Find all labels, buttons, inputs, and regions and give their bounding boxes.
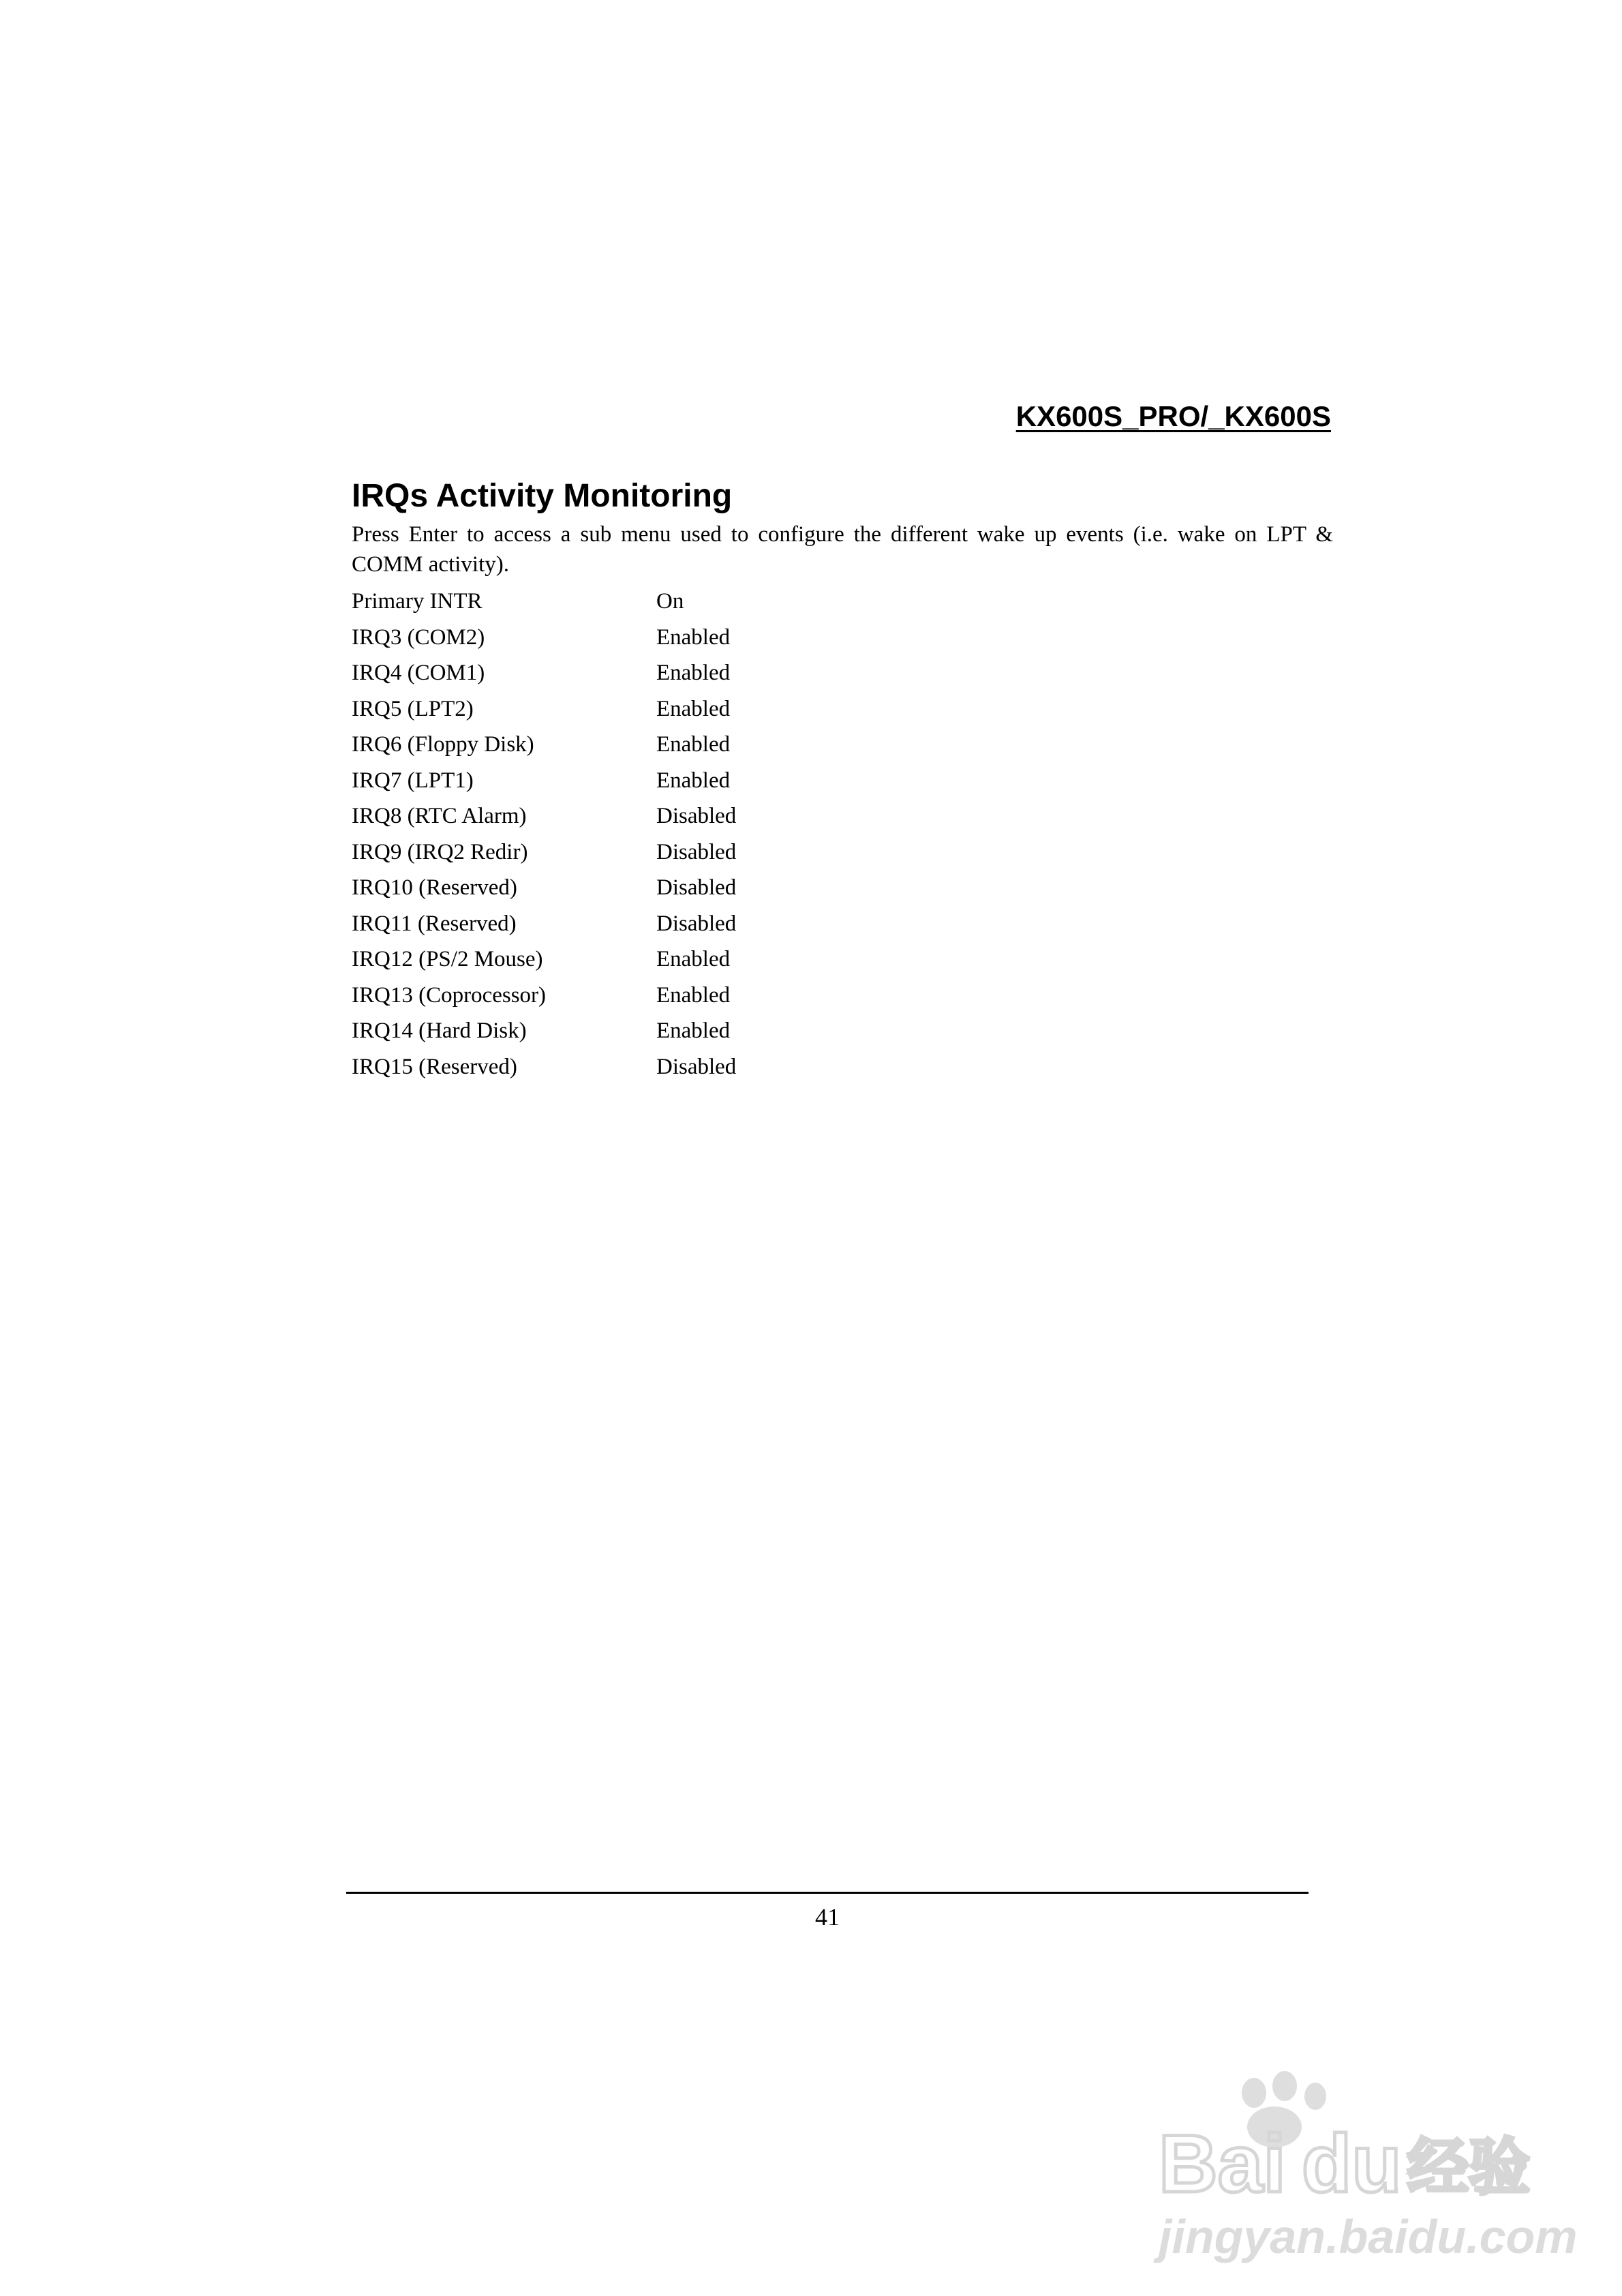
section-title: IRQs Activity Monitoring xyxy=(352,478,733,514)
setting-value: Enabled xyxy=(656,696,731,721)
setting-name: IRQ8 (RTC Alarm) xyxy=(352,804,527,828)
setting-row xyxy=(352,655,1333,691)
setting-row xyxy=(352,1013,1333,1049)
setting-name: IRQ14 (Hard Disk) xyxy=(352,1018,527,1043)
page-number: 41 xyxy=(815,1903,840,1931)
setting-value: Enabled xyxy=(656,768,731,793)
setting-name: IRQ11 (Reserved) xyxy=(352,911,517,936)
setting-value: Disabled xyxy=(656,839,737,864)
setting-name: IRQ4 (COM1) xyxy=(352,661,485,685)
setting-row xyxy=(352,978,1333,1014)
setting-name: IRQ10 (Reserved) xyxy=(352,875,517,900)
setting-value: Disabled xyxy=(656,1054,737,1079)
footer-rule xyxy=(346,1892,1309,1894)
setting-name: IRQ6 (Floppy Disk) xyxy=(352,732,534,757)
page-content xyxy=(352,477,1333,1085)
setting-value: Disabled xyxy=(656,875,737,900)
setting-value: Enabled xyxy=(656,947,731,971)
setting-value: Disabled xyxy=(656,911,737,936)
setting-value: Enabled xyxy=(656,661,731,685)
intro-paragraph: Press Enter to access a sub menu used to configure the different wake up events (i.e. wake on LPT & COMM activity). xyxy=(352,522,1333,577)
setting-row xyxy=(352,906,1333,942)
setting-value: Enabled xyxy=(656,732,731,757)
setting-value: On xyxy=(656,589,684,614)
setting-name: IRQ13 (Coprocessor) xyxy=(352,982,547,1008)
setting-value: Enabled xyxy=(656,982,731,1008)
setting-row xyxy=(352,870,1333,906)
setting-value: Disabled xyxy=(656,804,737,828)
setting-name: IRQ15 (Reserved) xyxy=(352,1054,517,1079)
setting-value: Enabled xyxy=(656,624,731,650)
setting-value: Enabled xyxy=(656,1018,731,1043)
setting-row xyxy=(352,798,1333,834)
setting-name: IRQ9 (IRQ2 Redir) xyxy=(352,839,528,864)
setting-name: IRQ7 (LPT1) xyxy=(352,768,474,793)
setting-row xyxy=(352,834,1333,871)
setting-row xyxy=(352,620,1333,656)
setting-row xyxy=(352,1049,1333,1085)
baidu-jingyan-watermark xyxy=(1152,2066,1578,2270)
setting-row xyxy=(352,584,1333,620)
svg-text:经验: 经验 xyxy=(1407,2132,1530,2203)
setting-name: IRQ3 (COM2) xyxy=(352,624,485,650)
setting-name: IRQ5 (LPT2) xyxy=(352,696,474,721)
irq-settings-list xyxy=(352,584,1333,1085)
model-header: KX600S_PRO/_KX600S xyxy=(1015,400,1331,432)
svg-text:Bai: Bai xyxy=(1159,2118,1286,2209)
setting-row xyxy=(352,763,1333,799)
setting-name: IRQ12 (PS/2 Mouse) xyxy=(352,947,543,971)
svg-text:du: du xyxy=(1302,2118,1402,2209)
setting-row xyxy=(352,691,1333,727)
setting-row xyxy=(352,941,1333,978)
setting-name: Primary INTR xyxy=(352,589,483,614)
setting-row xyxy=(352,727,1333,763)
watermark-brand-text xyxy=(1159,2118,1530,2209)
watermark-url: jingyan.baidu.com xyxy=(1159,2210,1578,2263)
